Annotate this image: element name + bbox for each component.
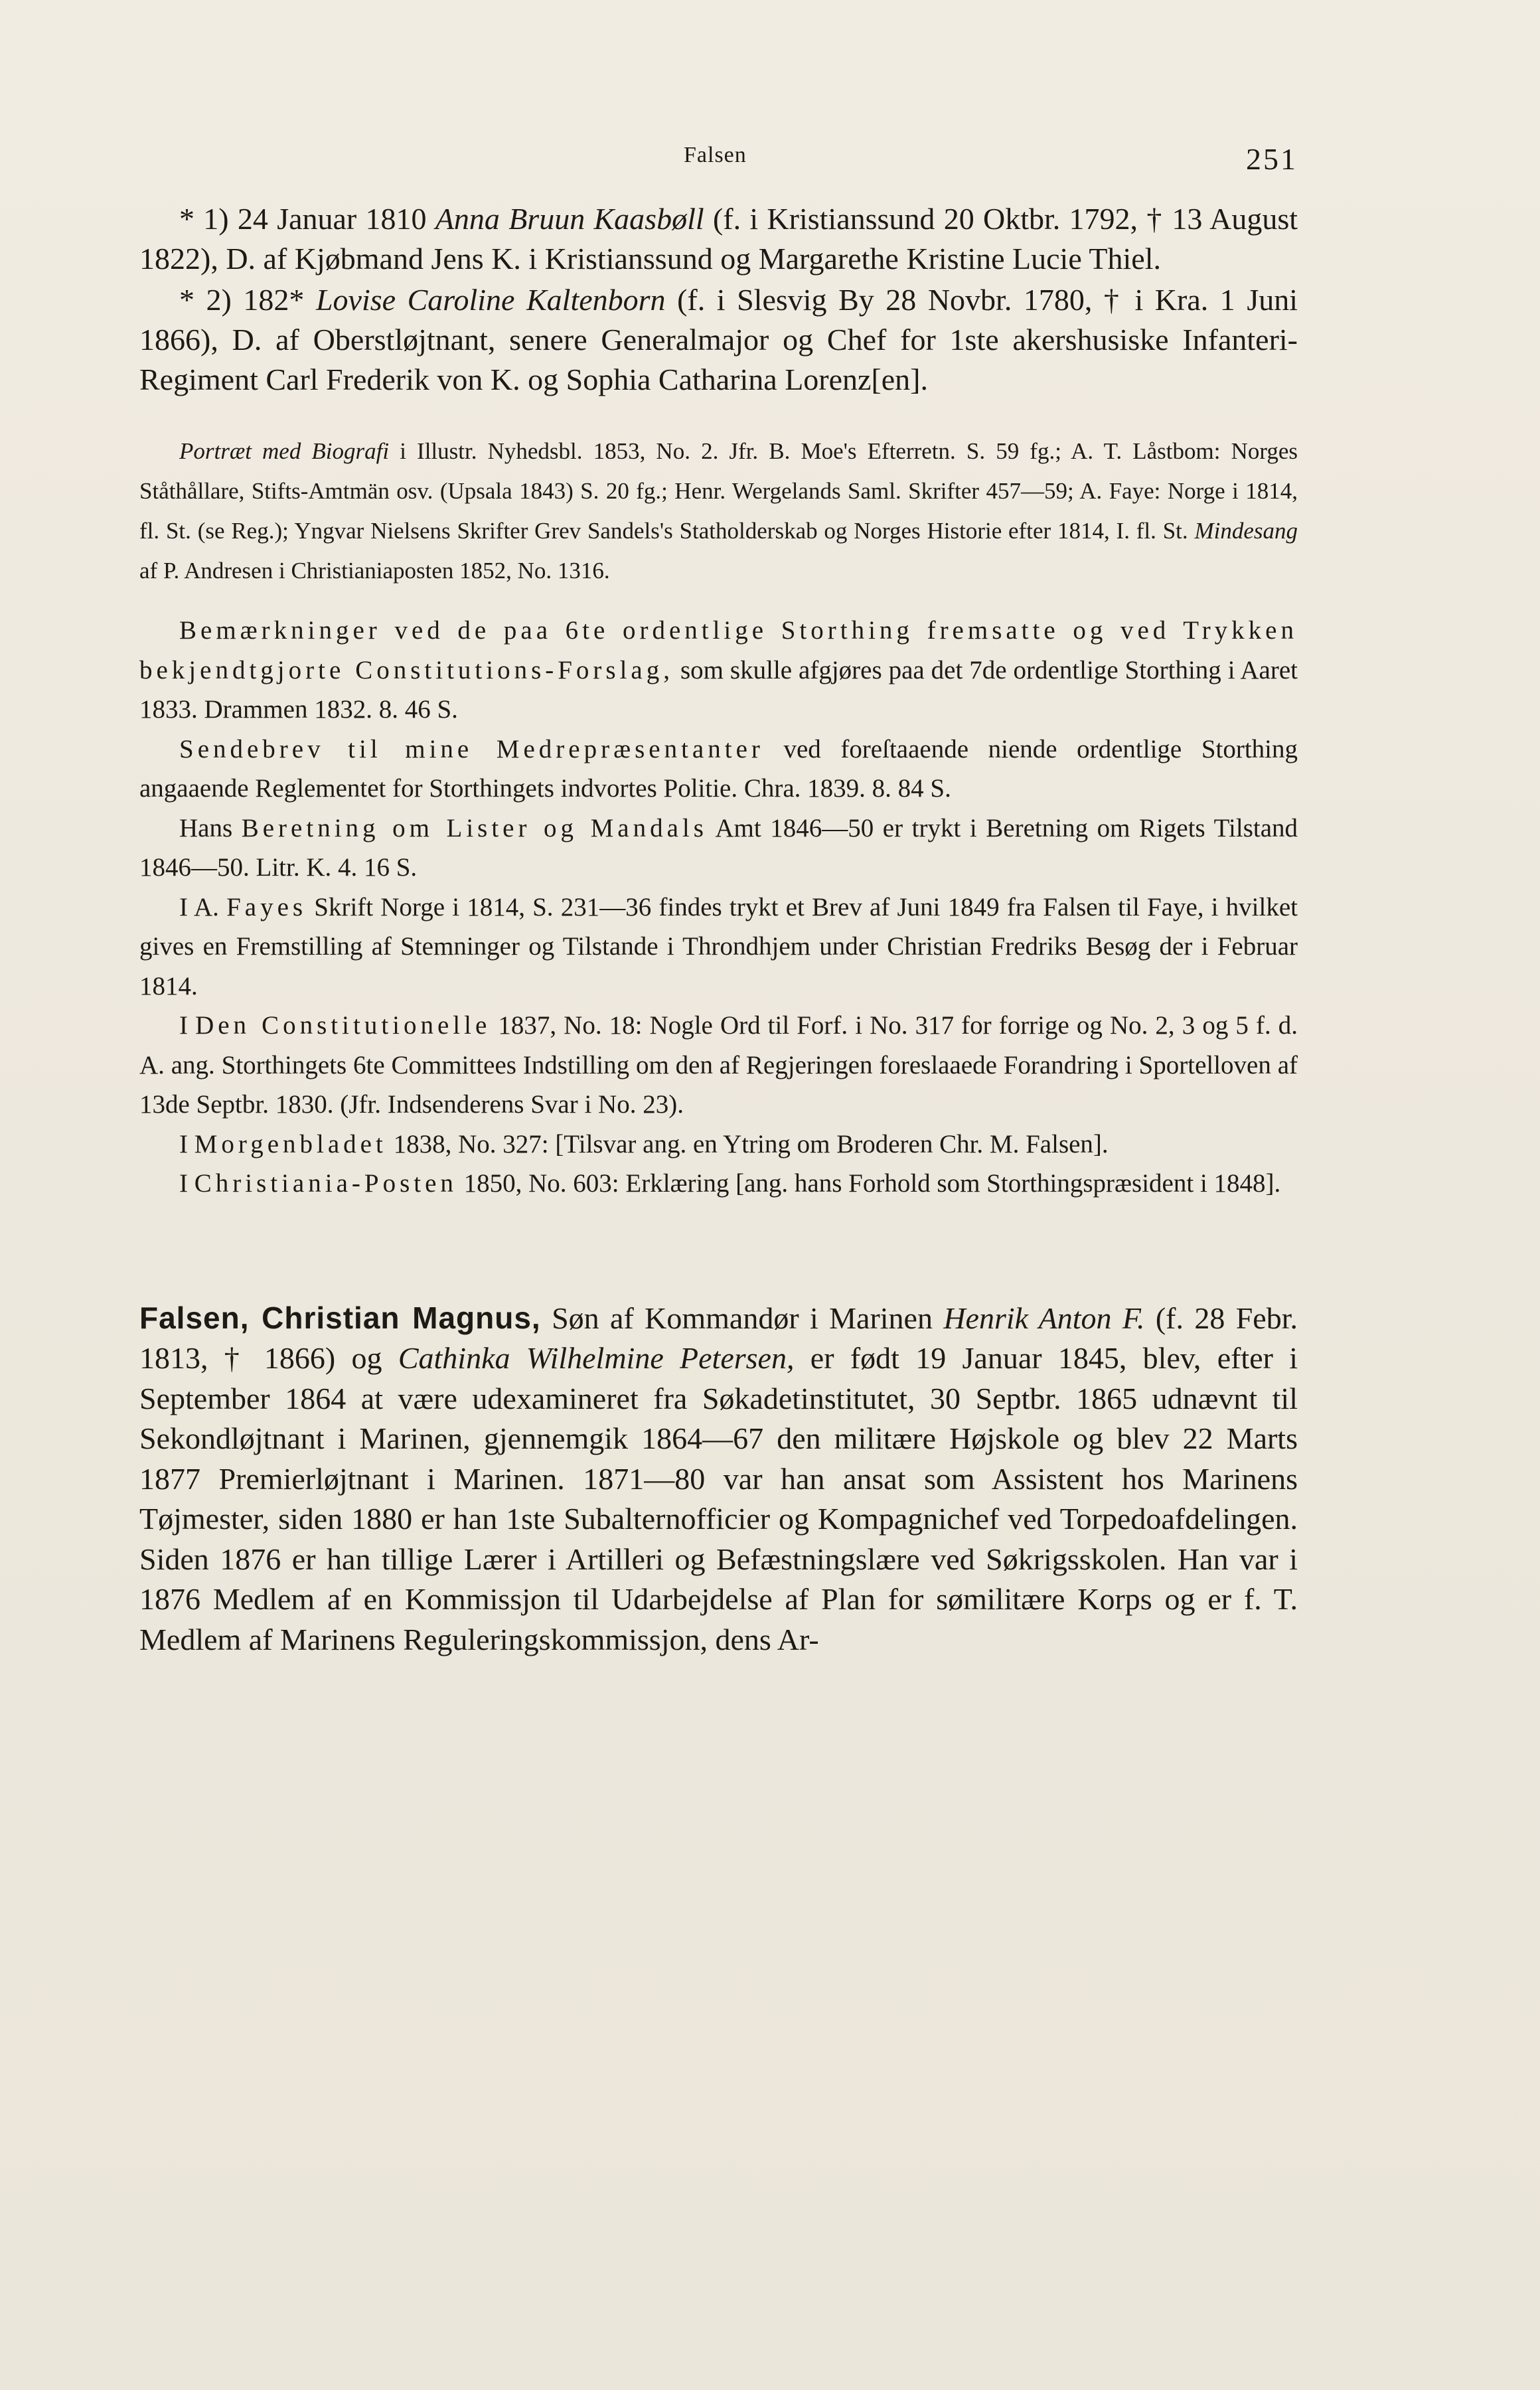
bibliography-title: Morgenbladet [194, 1129, 387, 1158]
references-block [139, 432, 1298, 591]
spouse-entry-1 [139, 199, 1298, 279]
running-title: Falsen [684, 143, 747, 167]
reference-italic: Mindesang [1194, 518, 1298, 544]
bibliography-title: Sendebrev til mine Medrepræsentanter [179, 734, 764, 763]
bibliography-prefix: I [179, 1011, 188, 1040]
bibliography-item [139, 730, 1298, 809]
bibliography-item [139, 809, 1298, 888]
bibliography-text: 1837, No. 18: Nogle Ord til Forf. i No. 317 for forrige og No. 2, 3 og 5 f. d. A. ang. Storthingets 6te Committees Indstilling om den af Regjeringen foreslaaede Forandring i Sportelloven af 13de Septbr. 1830. (Jfr. Indsenderens Svar i No. 23). [139, 1011, 1298, 1119]
bibliography-item [139, 1006, 1298, 1125]
reference-text: af P. Andresen i Christianiaposten 1852, No. 1316. [139, 558, 610, 584]
bibliography-title: Bemærkninger ved de paa 6te ordentlige Storthing fremsatte og ved Trykken bekjendtgjorte Constitutions-Forslag, [139, 616, 1298, 684]
bibliography-text: 1850, No. 603: Erklæring [ang. hans Forhold som Storthingspræsident i 1848]. [463, 1169, 1281, 1198]
entry-mother: Cathinka Wilhelmine Petersen, [398, 1341, 795, 1375]
spouse-name: Lovise Caroline Kaltenborn [315, 283, 666, 317]
entry-father-details: (f. 28 Febr. 1813, † 1866) og [139, 1301, 1298, 1375]
bibliography-text: Skrift Norge i 1814, S. 231—36 findes trykt et Brev af Juni 1849 fra Falsen til Faye, i hvilket gives en Fremstilling af Stemninger og Tilstande i Throndhjem under Christian Fredriks Besøg der i Februar 1814. [139, 892, 1298, 1000]
bibliography-text: ved foreſtaaende niende ordentlige Storthing angaaende Reglementet for Storthingets indvortes Politie. Chra. 1839. 8. 84 S. [139, 734, 1298, 803]
spouse-marker: * 2) [179, 283, 232, 317]
bibliography-item [139, 611, 1298, 730]
bibliography-text: som skulle afgjøres paa det 7de ordentlige Storthing i Aaret 1833. Drammen 1832. 8. 46 S. [139, 655, 1298, 724]
spouse-details: (f. i Slesvig By 28 Novbr. 1780, † i Kra. 1 Juni 1866), D. af Oberstløjtnant, senere Generalmajor og Chef for 1ste akershusiske Infanteri-Regiment Carl Frederik von K. og Sophia Catharina Lorenz[en]. [139, 283, 1298, 396]
reference-italic: Portræt med Biografi [179, 438, 390, 464]
reference-text: i Illustr. Nyhedsbl. 1853, No. 2. Jfr. B. Moe's Efterretn. S. 59 fg.; A. T. Låstbom: Norges Ståthållare, Stifts-Amtmän osv. (Upsala 1843) S. 20 fg.; Henr. Wergelands Saml. Skrifter 457—59; A. Faye: Norge i 1814, fl. St. (se Reg.); Yngvar Nielsens Skrifter Grev Sandels's Statholderskab og Norges Historie efter 1814, I. fl. St. [139, 438, 1298, 544]
entry-father: Henrik Anton F. [943, 1301, 1145, 1335]
marriage-date: 24 Januar 1810 [237, 202, 427, 236]
marriage-date: 182* [243, 283, 305, 317]
entry-text: er født 19 Januar 1845, blev, efter i September 1864 at være udexamineret fra Søkadetinstitutet, 30 Septbr. 1865 udnævnt til Sekondløjtnant i Marinen, gjennemgik 1864—67 den militære Højskole og blev 22 Marts 1877 Premierløjtnant i Marinen. 1871—80 var han ansat som Assistent hos Marinens Tøjmester, siden 1880 er han 1ste Subalternofficier og Kompagnichef ved Torpedoafdelingen. Siden 1876 er han tillige Lærer i Artilleri og Befæstningslære ved Søkrigsskolen. Han var i 1876 Medlem af en Kommissjon til Udarbejdelse af Plan for sømilitære Korps og er f. T. Medlem af Marinens Reguleringskommissjon, dens Ar- [139, 1341, 1298, 1656]
page-number: 251 [1246, 142, 1298, 176]
page-header [139, 136, 1298, 183]
bibliography-text: Amt 1846—50 er trykt i Beretning om Rigets Tilstand 1846—50. Litr. K. 4. 16 S. [139, 813, 1298, 882]
bibliography-item [139, 888, 1298, 1006]
main-entry [139, 1298, 1298, 1660]
bibliography-list [139, 611, 1298, 1204]
bibliography-title: Den Constitutionelle [195, 1011, 491, 1040]
bibliography-prefix: Hans [179, 813, 233, 842]
page-body [139, 199, 1298, 1660]
bibliography-item [139, 1164, 1298, 1204]
spouse-name: Anna Bruun Kaasbøll [435, 202, 704, 236]
bibliography-item [139, 1125, 1298, 1164]
spouse-details: (f. i Kristianssund 20 Oktbr. 1792, † 13 August 1822), D. af Kjøbmand Jens K. i Kristianssund og Margarethe Kristine Lucie Thiel. [139, 202, 1298, 276]
bibliography-title: Fayes [226, 892, 307, 921]
entry-name: Falsen, Christian Magnus, [139, 1300, 541, 1335]
spouse-entry-2 [139, 280, 1298, 400]
bibliography-title: Christiania-Posten [194, 1169, 457, 1198]
bibliography-title: Beretning om Lister og Mandals [241, 813, 708, 842]
bibliography-prefix: I [179, 1169, 188, 1198]
spouse-marker: * 1) [179, 202, 229, 236]
entry-intro: Søn af Kommandør i Marinen [552, 1301, 933, 1335]
bibliography-prefix: I A. [179, 892, 219, 921]
bibliography-text: 1838, No. 327: [Tilsvar ang. en Ytring om Broderen Chr. M. Falsen]. [393, 1129, 1109, 1158]
bibliography-prefix: I [179, 1129, 188, 1158]
